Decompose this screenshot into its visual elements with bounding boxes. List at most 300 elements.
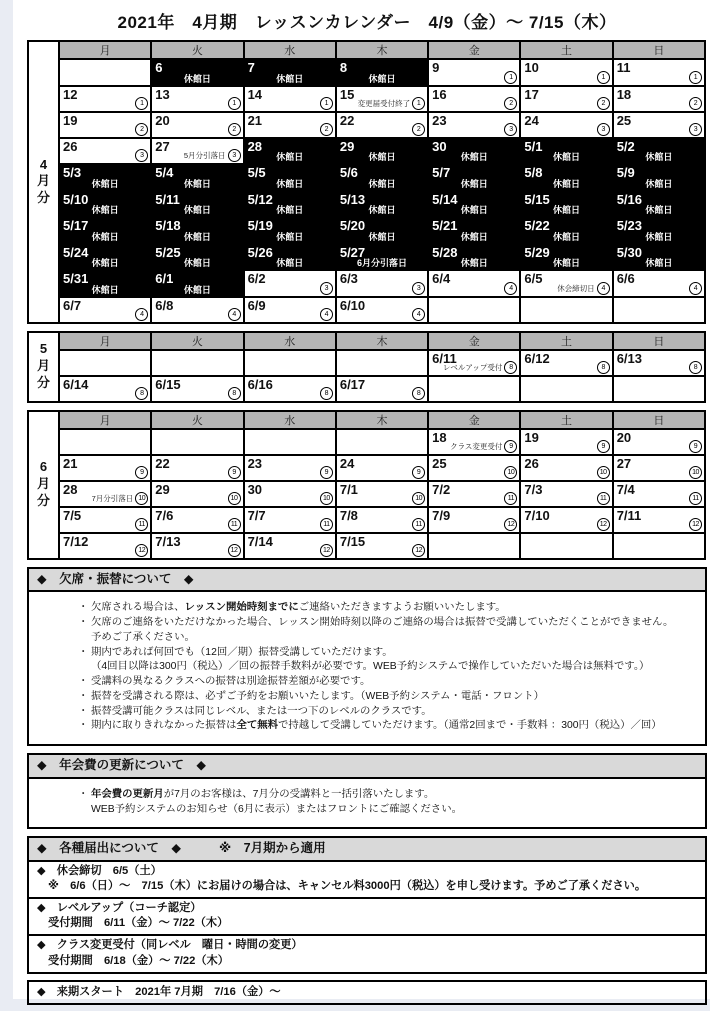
cell-closed-label: 休館日 bbox=[91, 231, 119, 242]
notice-row bbox=[29, 897, 705, 934]
month-label-text: 5月分 bbox=[37, 341, 51, 391]
cell-date: 5/8 bbox=[524, 165, 543, 181]
lesson-count-badge: 2 bbox=[135, 123, 148, 136]
day-header: 金 bbox=[428, 41, 520, 59]
lesson-count-badge: 3 bbox=[135, 149, 148, 162]
cell-date: 7/5 bbox=[63, 507, 82, 523]
cell-date: 5/19 bbox=[247, 218, 273, 234]
calendar-cell-closed bbox=[613, 217, 705, 244]
cell-date: 12 bbox=[63, 86, 78, 102]
cell-closed-label: 休館日 bbox=[183, 205, 211, 216]
cell-date: 21 bbox=[247, 112, 263, 128]
calendar-cell bbox=[428, 481, 520, 507]
cell-date: 16 bbox=[432, 86, 447, 102]
day-header: 火 bbox=[151, 332, 243, 350]
cell-closed-label: 休館日 bbox=[91, 178, 119, 189]
section-title-text: ◆ 欠席・振替について ◆ bbox=[37, 571, 194, 586]
calendar-cell bbox=[151, 112, 243, 138]
cell-date: 6/12 bbox=[524, 350, 550, 366]
notice-row-heading: ◆ レベルアップ（コーチ認定） bbox=[37, 902, 202, 915]
cell-closed-label: 休館日 bbox=[183, 178, 211, 189]
bullet-marker: ・ bbox=[78, 602, 89, 614]
calendar-cell-closed bbox=[244, 217, 336, 244]
cell-date: 7/1 bbox=[339, 481, 358, 497]
calendar-cell bbox=[613, 429, 705, 455]
cell-corner bbox=[689, 282, 702, 295]
cell-corner bbox=[320, 544, 333, 557]
cell-date: 5/25 bbox=[155, 244, 181, 260]
month-label bbox=[28, 411, 59, 559]
cell-corner bbox=[597, 492, 610, 505]
cell-corner bbox=[597, 123, 610, 136]
lesson-count-badge: 10 bbox=[135, 492, 148, 505]
bullet-marker: ・ bbox=[78, 705, 89, 717]
cell-date: 5/16 bbox=[616, 191, 642, 207]
calendar-cell-closed bbox=[59, 164, 151, 191]
lesson-count-badge: 9 bbox=[135, 466, 148, 479]
lesson-count-badge: 9 bbox=[597, 440, 610, 453]
cell-corner bbox=[689, 97, 702, 110]
calendar-cell bbox=[244, 533, 336, 559]
cell-date: 24 bbox=[524, 112, 539, 128]
calendar-cell-empty bbox=[428, 533, 520, 559]
cell-date: 7/12 bbox=[63, 533, 89, 549]
notice-row-heading: ◆ クラス変更受付（同レベル 曜日・時間の変更） bbox=[37, 939, 303, 952]
cell-date: 29 bbox=[155, 481, 170, 497]
calendar-cell-closed bbox=[151, 191, 243, 218]
calendar-cell-closed bbox=[613, 191, 705, 218]
bullet-line: ・ 期内であれば何回でも（12回／期）振替受講していただけます。 bbox=[91, 646, 695, 661]
lesson-count-badge: 2 bbox=[228, 123, 241, 136]
calendar-cell bbox=[428, 429, 520, 455]
cell-date: 5/29 bbox=[524, 244, 550, 260]
bullet-line: ・ 振替を受講される際は、必ずご予約をお願いいたします。（WEB予約システム・電話・フロント） bbox=[91, 690, 695, 705]
calendar-cell bbox=[336, 270, 428, 297]
calendar-cell-empty bbox=[244, 429, 336, 455]
cell-closed-label: 休館日 bbox=[645, 205, 673, 216]
lesson-count-badge: 4 bbox=[135, 308, 148, 321]
day-header: 水 bbox=[244, 41, 336, 59]
calendar-cell-empty bbox=[428, 297, 520, 323]
lesson-count-badge: 4 bbox=[412, 308, 425, 321]
bullet-marker: ・ bbox=[78, 617, 89, 629]
cell-date: 5/11 bbox=[155, 191, 180, 207]
calendar-cell-empty bbox=[613, 533, 705, 559]
lesson-count-badge: 12 bbox=[135, 544, 148, 557]
lesson-count-badge: 3 bbox=[412, 282, 425, 295]
cell-closed-label: 休館日 bbox=[645, 152, 673, 163]
cell-date: 26 bbox=[63, 138, 78, 154]
lesson-count-badge: 11 bbox=[597, 492, 610, 505]
lesson-count-badge: 1 bbox=[689, 71, 702, 84]
calendar-cell bbox=[613, 59, 705, 86]
calendar-cell bbox=[520, 350, 612, 376]
lesson-count-badge: 8 bbox=[228, 387, 241, 400]
cell-closed-label: 休館日 bbox=[645, 231, 673, 242]
cell-date: 6/5 bbox=[524, 271, 543, 287]
calendar-cell bbox=[59, 507, 151, 533]
calendar-cell bbox=[428, 59, 520, 86]
calendar-cell bbox=[428, 270, 520, 297]
lesson-count-badge: 2 bbox=[597, 97, 610, 110]
cell-closed-label: 休館日 bbox=[91, 205, 119, 216]
cell-date: 7/4 bbox=[616, 481, 635, 497]
cell-date: 6/10 bbox=[339, 297, 366, 313]
cell-closed-label: 休館日 bbox=[183, 284, 211, 295]
calendar-cell bbox=[613, 481, 705, 507]
cell-date: 6 bbox=[155, 60, 163, 75]
cell-closed-label: 休館日 bbox=[91, 284, 119, 295]
section-title-note: ※ 7月期から適用 bbox=[218, 841, 326, 856]
lesson-count-badge: 8 bbox=[689, 361, 702, 374]
bullet-marker: ・ bbox=[78, 788, 89, 800]
calendar-cell bbox=[520, 59, 612, 86]
cell-closed-label: 休館日 bbox=[460, 205, 488, 216]
calendar-cell bbox=[59, 86, 151, 112]
info-section-1 bbox=[27, 567, 707, 747]
calendar-cell bbox=[336, 112, 428, 138]
bullet-line: ・ 期内に取りきれなかった振替は全て無料で持越して受講していただけます。（通常2回まで・手数料 ：300円（税込）／回） bbox=[91, 719, 695, 734]
lesson-count-badge: 4 bbox=[504, 282, 517, 295]
bullet-line: ・ 年会費の更新月が7月のお客様は、7月分の受講料と一括引落いたします。 bbox=[91, 788, 695, 803]
cell-date: 7/10 bbox=[524, 507, 550, 523]
cell-corner bbox=[135, 387, 148, 400]
cell-date: 5/5 bbox=[247, 165, 266, 181]
calendar-cell-closed bbox=[336, 244, 428, 271]
cell-corner bbox=[320, 123, 333, 136]
cell-note: 変更届受付終了 bbox=[357, 98, 411, 108]
lesson-count-badge: 1 bbox=[412, 97, 425, 110]
cell-corner bbox=[689, 492, 702, 505]
calendar-cell bbox=[336, 86, 428, 112]
cell-corner bbox=[320, 97, 333, 110]
calendar-cell-empty bbox=[613, 297, 705, 323]
calendar-cell bbox=[336, 533, 428, 559]
bullet-marker: ・ bbox=[78, 676, 89, 688]
calendar-cell-closed bbox=[520, 191, 612, 218]
calendar-cell-empty bbox=[520, 297, 612, 323]
cell-date: 5/6 bbox=[339, 165, 358, 181]
calendar-cell-closed bbox=[336, 164, 428, 191]
section-title-text: ◆ 年会費の更新について ◆ bbox=[37, 758, 206, 773]
cell-corner bbox=[689, 466, 702, 479]
cell-date: 18 bbox=[616, 86, 632, 102]
calendar-cell bbox=[151, 481, 243, 507]
calendar-table-1 bbox=[27, 40, 706, 324]
cell-corner bbox=[135, 518, 148, 531]
day-header: 火 bbox=[151, 41, 243, 59]
cell-date: 5/1 bbox=[524, 138, 543, 154]
cell-date: 5/3 bbox=[63, 165, 82, 181]
calendar-cell bbox=[520, 112, 612, 138]
cell-corner bbox=[228, 492, 241, 505]
cell-date: 7/8 bbox=[339, 507, 358, 523]
cell-corner bbox=[412, 123, 425, 136]
day-header: 木 bbox=[336, 332, 428, 350]
cell-corner bbox=[412, 518, 425, 531]
calendar-cell-closed bbox=[244, 164, 336, 191]
calendar-cell-closed bbox=[59, 217, 151, 244]
cell-corner bbox=[320, 492, 333, 505]
cell-date: 30 bbox=[432, 138, 447, 154]
calendar-cell bbox=[520, 507, 612, 533]
cell-date: 5/23 bbox=[616, 218, 642, 234]
calendar-cell bbox=[59, 112, 151, 138]
cell-note: レベルアップ受付 bbox=[442, 362, 503, 372]
section-body bbox=[29, 592, 705, 744]
cell-closed-label: 休館日 bbox=[183, 231, 211, 242]
day-header: 月 bbox=[59, 411, 151, 429]
cell-corner bbox=[443, 361, 517, 374]
cell-corner bbox=[228, 97, 241, 110]
cell-corner bbox=[135, 308, 148, 321]
cell-corner bbox=[504, 518, 517, 531]
day-header: 木 bbox=[336, 411, 428, 429]
sections bbox=[27, 567, 707, 1005]
cell-corner bbox=[597, 361, 610, 374]
cell-date: 5/7 bbox=[432, 165, 451, 181]
cell-corner bbox=[412, 308, 425, 321]
cell-date: 28 bbox=[63, 481, 78, 497]
cell-corner bbox=[135, 149, 148, 162]
cell-corner bbox=[135, 97, 148, 110]
cell-date: 5/18 bbox=[155, 218, 181, 234]
cell-date: 5/20 bbox=[339, 218, 366, 234]
day-header: 水 bbox=[244, 411, 336, 429]
calendar-cell bbox=[613, 507, 705, 533]
cell-corner bbox=[228, 544, 241, 557]
month-label bbox=[28, 41, 59, 323]
cell-closed-label: 休館日 bbox=[460, 152, 488, 163]
cell-date: 5/10 bbox=[63, 191, 89, 207]
cell-date: 7/9 bbox=[432, 507, 451, 523]
cell-date: 18 bbox=[432, 429, 447, 445]
cell-corner bbox=[135, 544, 148, 557]
cell-date: 6/15 bbox=[155, 376, 181, 392]
info-section-3 bbox=[27, 836, 707, 973]
month-label-text: 4月分 bbox=[37, 156, 51, 206]
cell-date: 7/3 bbox=[524, 481, 543, 497]
calendar-cell bbox=[59, 376, 151, 402]
calendar-cell-closed bbox=[59, 270, 151, 297]
cell-corner bbox=[504, 97, 517, 110]
cell-corner bbox=[358, 97, 426, 110]
cell-date: 20 bbox=[155, 112, 170, 128]
calendar-cell-closed bbox=[151, 244, 243, 271]
calendar-cell bbox=[336, 455, 428, 481]
calendar-cell-closed bbox=[244, 244, 336, 271]
calendar-cell bbox=[613, 86, 705, 112]
calendar-table-2 bbox=[27, 331, 706, 403]
bold-text: 全て無料 bbox=[236, 720, 279, 732]
cell-note: クラス変更受付 bbox=[450, 441, 503, 451]
calendar-cell-closed bbox=[336, 59, 428, 86]
lesson-count-badge: 8 bbox=[597, 361, 610, 374]
cell-date: 6/17 bbox=[339, 376, 366, 392]
cell-closed-label: 休館日 bbox=[553, 152, 581, 163]
lesson-count-badge: 2 bbox=[504, 97, 517, 110]
lesson-count-badge: 11 bbox=[412, 518, 425, 531]
cell-corner bbox=[135, 123, 148, 136]
cell-closed-label: 休館日 bbox=[553, 231, 581, 242]
calendar-cell bbox=[613, 270, 705, 297]
cell-date: 15 bbox=[339, 86, 355, 102]
calendar-cell bbox=[520, 429, 612, 455]
cell-closed-label: 休館日 bbox=[553, 178, 581, 189]
cell-closed-label: 休館日 bbox=[276, 231, 304, 242]
cell-date: 7 bbox=[247, 60, 255, 75]
cell-closed-label: 休館日 bbox=[645, 178, 673, 189]
cell-corner bbox=[320, 387, 333, 400]
cell-date: 22 bbox=[155, 455, 170, 471]
cell-corner bbox=[320, 282, 333, 295]
calendar-cell-empty bbox=[151, 429, 243, 455]
day-header: 月 bbox=[59, 332, 151, 350]
cell-date: 22 bbox=[339, 112, 355, 128]
calendar-cell bbox=[151, 533, 243, 559]
cell-closed-label: 休館日 bbox=[368, 73, 396, 84]
cell-corner bbox=[228, 387, 241, 400]
lesson-count-badge: 1 bbox=[228, 97, 241, 110]
calendar-cell bbox=[336, 297, 428, 323]
cell-corner bbox=[320, 308, 333, 321]
bullet-line: ・ 欠席のご連絡をいただけなかった場合、レッスン開始時刻以降のご連絡の場合は振替で受講していただくことができません。 bbox=[91, 616, 695, 631]
cell-closed-label: 休館日 bbox=[276, 258, 304, 269]
cell-date: 7/11 bbox=[616, 507, 642, 523]
calendar-cell bbox=[151, 507, 243, 533]
calendar-cell-closed bbox=[520, 138, 612, 165]
calendar-cell bbox=[336, 481, 428, 507]
lesson-count-badge: 8 bbox=[504, 361, 517, 374]
lesson-count-badge: 10 bbox=[689, 466, 702, 479]
lesson-count-badge: 11 bbox=[135, 518, 148, 531]
cell-date: 10 bbox=[524, 60, 539, 75]
calendar-cell-closed bbox=[244, 59, 336, 86]
cell-corner bbox=[597, 518, 610, 531]
calendar-cell-closed bbox=[520, 217, 612, 244]
cell-date: 25 bbox=[432, 455, 447, 471]
lesson-count-badge: 10 bbox=[228, 492, 241, 505]
calendar-cell-empty bbox=[428, 376, 520, 402]
cell-date: 20 bbox=[616, 429, 632, 445]
calendar-cell bbox=[520, 270, 612, 297]
cell-date: 9 bbox=[432, 60, 440, 75]
section-body bbox=[29, 779, 705, 828]
bullet-marker: ・ bbox=[78, 690, 89, 702]
calendar-cell bbox=[59, 138, 151, 165]
lesson-count-badge: 10 bbox=[320, 492, 333, 505]
cell-date: 6/3 bbox=[339, 271, 358, 287]
cell-date: 8 bbox=[339, 60, 348, 75]
cell-closed-label: 休館日 bbox=[91, 258, 119, 269]
cell-corner bbox=[597, 466, 610, 479]
cell-date: 5/27 bbox=[339, 244, 366, 260]
cell-date: 29 bbox=[339, 138, 355, 154]
lesson-count-badge: 3 bbox=[320, 282, 333, 295]
cell-date: 28 bbox=[247, 138, 263, 154]
cell-closed-label: 休館日 bbox=[460, 178, 488, 189]
cell-date: 5/9 bbox=[616, 165, 635, 181]
lesson-count-badge: 2 bbox=[412, 123, 425, 136]
calendar-cell-closed bbox=[520, 244, 612, 271]
cell-date: 7/14 bbox=[247, 533, 273, 549]
lesson-count-badge: 11 bbox=[228, 518, 241, 531]
cell-corner bbox=[228, 518, 241, 531]
lesson-count-badge: 8 bbox=[135, 387, 148, 400]
lesson-count-badge: 11 bbox=[320, 518, 333, 531]
calendar-cell-empty bbox=[520, 376, 612, 402]
calendar-cell-empty bbox=[151, 350, 243, 376]
cell-corner bbox=[597, 440, 610, 453]
calendar-cell-empty bbox=[520, 533, 612, 559]
cell-corner bbox=[412, 466, 425, 479]
cell-closed-label: 6月分引落日 bbox=[356, 258, 407, 269]
cell-corner bbox=[228, 308, 241, 321]
bullet-marker: ・ bbox=[78, 646, 89, 658]
lesson-count-badge: 9 bbox=[412, 466, 425, 479]
day-header: 日 bbox=[613, 332, 705, 350]
calendar-cell-closed bbox=[428, 138, 520, 165]
cell-corner bbox=[135, 466, 148, 479]
calendar-cell bbox=[428, 507, 520, 533]
notice-next-term: ◆ 来期スタート 2021年 7月期 7/16（金）～ bbox=[27, 980, 707, 1005]
cell-closed-label: 休館日 bbox=[183, 258, 211, 269]
calendar-cell bbox=[151, 86, 243, 112]
bullet-line: ・ 受講料の異なるクラスへの振替は別途振替差額が必要です。 bbox=[91, 675, 695, 690]
section-title bbox=[29, 755, 705, 779]
lesson-count-badge: 10 bbox=[597, 466, 610, 479]
cell-corner bbox=[689, 71, 702, 84]
cell-date: 17 bbox=[524, 86, 539, 102]
calendar-cell-closed bbox=[613, 138, 705, 165]
calendar-cell-closed bbox=[428, 244, 520, 271]
lesson-count-badge: 12 bbox=[412, 544, 425, 557]
cell-date: 24 bbox=[339, 455, 355, 471]
cell-corner bbox=[597, 71, 610, 84]
calendar-cell-empty bbox=[59, 350, 151, 376]
cell-corner bbox=[184, 149, 241, 162]
calendar-cell-closed bbox=[151, 270, 243, 297]
calendar-cell-closed bbox=[613, 244, 705, 271]
calendar-cell bbox=[244, 112, 336, 138]
cell-date: 23 bbox=[247, 455, 263, 471]
bullet-line: ・ 欠席される場合は、レッスン開始時刻までにご連絡いただきますようお願いいたします。 bbox=[91, 601, 695, 616]
cell-closed-label: 休館日 bbox=[368, 231, 396, 242]
cell-date: 14 bbox=[247, 86, 263, 102]
calendar-cell bbox=[244, 455, 336, 481]
calendar-cell bbox=[244, 270, 336, 297]
calendar-cell bbox=[151, 138, 243, 165]
calendar-cell-closed bbox=[59, 244, 151, 271]
cell-date: 5/12 bbox=[247, 191, 273, 207]
cell-corner bbox=[689, 123, 702, 136]
cell-date: 5/4 bbox=[155, 165, 174, 181]
calendar-cell-empty bbox=[336, 350, 428, 376]
cell-date: 27 bbox=[616, 455, 632, 471]
cell-date: 23 bbox=[432, 112, 447, 128]
cell-corner bbox=[228, 123, 241, 136]
notice-row-heading: ◆ 休会締切 6/5（土） bbox=[37, 865, 162, 878]
section-title bbox=[29, 569, 705, 593]
lesson-count-badge: 9 bbox=[689, 440, 702, 453]
calendar-cell-closed bbox=[151, 164, 243, 191]
day-header: 火 bbox=[151, 411, 243, 429]
cell-date: 5/13 bbox=[339, 191, 366, 207]
cell-closed-label: 休館日 bbox=[368, 205, 396, 216]
calendar-cell-closed bbox=[520, 164, 612, 191]
cell-date: 25 bbox=[616, 112, 632, 128]
day-header: 土 bbox=[520, 332, 612, 350]
